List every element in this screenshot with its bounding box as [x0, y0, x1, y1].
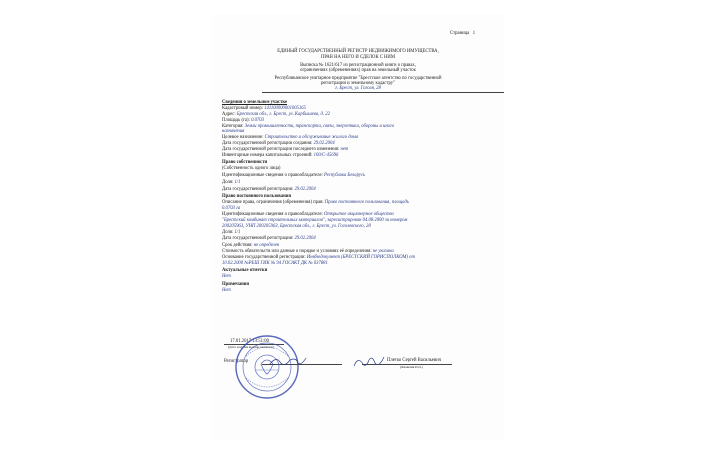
marks-title: Актуальные отметки	[222, 268, 268, 273]
use-right-row: 200205963, УНП 200205963, Брестская обл., г. Брест, ул. Гоголевского, 28	[222, 224, 371, 229]
land-row: Инвентарные номера капитальных строений: 100/C-45696	[222, 153, 339, 158]
land-section-title: Сведения о земельном участке	[222, 100, 288, 105]
use-right-row: Описание права, ограничения (обременения) прав: Право постоянного пользования, площадь	[222, 200, 409, 205]
use-right-row: Доля: 1/1	[222, 230, 241, 235]
ownership-row: Доля: 1/1	[222, 180, 241, 185]
ownership-row: Идентификационные сведения о правообладателе: Республика Беларусь	[222, 173, 366, 178]
use-right-row: Дата государственной регистрации: 29.02.2004	[222, 236, 316, 241]
datetime-caption: (Дата и время выдачи выписки)	[228, 345, 274, 349]
land-row: назначения	[222, 129, 245, 134]
use-right-row: Идентификационные сведения о правообладателе: Открытое акционерное общество	[222, 212, 394, 217]
header-line-4: ограничениях (обременениях) прав на земельный участок	[300, 68, 416, 73]
misc-row: Стоимость обязательств или данные о порядке и условиях её определения: не указана	[222, 249, 394, 254]
registrar-name: Плетко Сергей Васильевич	[387, 358, 442, 363]
marks-value: Нет	[222, 274, 231, 279]
header-divider	[262, 92, 504, 93]
header-line-3: Выписка № 1621/617 из регистрационной книги о правах,	[300, 63, 416, 68]
header-line-6: регистрации и земельному кадастру"	[320, 81, 396, 86]
notes-value: Нет	[222, 288, 231, 293]
land-row: Категория: Земли промышленности, транспорта, связи, энергетики, обороны и иного	[222, 124, 395, 129]
land-row: Целевое назначение: Строительство и обслуживание жилого дома	[222, 135, 359, 140]
header-line-1: ЕДИНЫЙ ГОСУДАРСТВЕННЫЙ РЕГИСТР НЕДВИЖИМОГО ИМУЩЕСТВА,	[277, 49, 439, 54]
registrar-label: Регистратор	[224, 359, 249, 364]
misc-row: Основание государственной регистрации: Инвбюдокумент (БРЕСТСКИЙ ГОРИСПОЛКОМ) от	[222, 255, 415, 260]
use-right-row: 0.0703 га	[222, 206, 241, 211]
use-right-title: Право постоянного пользования	[222, 194, 292, 199]
use-right-row: "Брестский комбинат строительных материалов", зарегистрирован 04.08.2000 за номером	[222, 218, 408, 223]
issue-datetime: 17.01.2017 13:51:00	[230, 339, 269, 344]
land-row: Кадастровый номер: 141100000001005165	[222, 106, 306, 111]
registrar-signature	[352, 354, 386, 370]
page-number: Страница 1	[450, 31, 476, 36]
registrar-caption: (Фамилия И.О.)	[400, 365, 423, 369]
misc-row: 10.02.2000 №РЕШ ГИК № 94 ГОСАКТ ДК № 037881	[222, 261, 328, 266]
header-address: г. Брест, ул. Гоголя, 28	[335, 86, 381, 91]
land-row: Дата государственной регистрации создания: 29.02.2004	[222, 141, 335, 146]
land-row: Дата государственной регистрации последнего изменения: нет	[222, 147, 349, 152]
notes-title: Примечания	[222, 282, 250, 287]
header-line-2: ПРАВ НА НЕГО И СДЕЛОК С НИМ	[321, 55, 395, 60]
datetime-signature	[268, 354, 308, 368]
misc-row: Срок действия: не определен	[222, 243, 280, 248]
land-row: Адрес: Брестская обл., г. Брест, ул. Карбышева, д. 22	[222, 112, 330, 117]
document-page	[212, 14, 504, 440]
ownership-title: Право собственности	[222, 160, 268, 165]
land-row: Площадь (га): 0.0703	[222, 118, 264, 123]
ownership-subtitle: (Собственность одного лица)	[222, 166, 281, 171]
ownership-row: Дата государственной регистрации: 29.02.2004	[222, 187, 316, 192]
header-line-5: Республиканское унитарное предприятие "Брестское агентство по государственной	[274, 76, 442, 81]
